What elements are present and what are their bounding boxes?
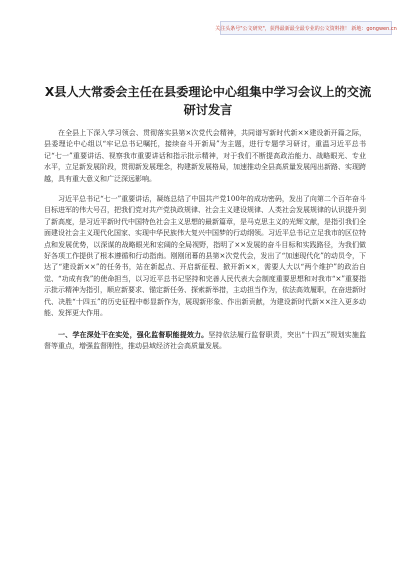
header-banner[interactable] (215, 21, 397, 35)
banner-text: 关注头条号"公文研究"，获得最新最全最专业的公文资料推！ 新地：gongwen.cn (215, 25, 397, 32)
document-body (44, 128, 366, 361)
paragraph-text: 在全县上下深入学习领会、贯彻落实县第×次党代会精神，共同谱写新时代新××建设新开篇之际，县委理论中心组以“牢记总书记嘱托，接续奋斗开新局”为主题，进行专题学习研讨，重温习近平总书记“七一”重要讲话、视察我市重要讲话和指示批示精神，对于我们不断提高政治能力、战略眼光、专业水平，立足新发展阶段，贯彻新发展理念，构建新发展格局，加速推动全县高质量发展闯出新路、实现跨越，具有重大意义和广泛深远影响。 (44, 129, 366, 183)
document-title: X县人大常委会主任在县委理论中心组集中学习会议上的交流研讨发言 (44, 85, 372, 117)
section-heading: 一、学在深处干在实处，强化监督职能提效力。 (58, 329, 209, 339)
paragraph-section-one (44, 329, 366, 353)
paragraph-text: 习近平总书记“七一”重要讲话，凝练总结了中国共产党100年的成功密码，发出了向第二个百年奋斗目标进军的伟大号召，把我们党对共产党执政规律、社会主义建设规律、人类社会发展规律的认识提升到了新高度，是习近平新时代中国特色社会主义思想的最新篇章，是马克思主义的光辉文献，是指引我们全面建设社会主义现代化国家、实现中华民族伟大复兴中国梦的行动纲领。习近平总书记立足我市的区位特点和发展优势，以深谋的战略眼光和宏阔的全局视野，指明了××发展的奋斗目标和实践路径，为我们做好各项工作提供了根本遵循和行动指南。刚刚闭幕的县第×次党代会，发出了“加速现代化”的动员令，下达了“建设新××”的任务书，站在新起点、开启新征程、掀开新××，需要人大以“两个维护”的政治自觉、“功成有我”的使命担当，以习近平总书记坚持和完善人民代表大会制度重要思想和对我市“×”重要指示批示精神为指引，顺应新要求、锚定新任务、探索新举措，主动担当作为，依法高效履职，在奋进新时代、决胜“十四五”的历史征程中彰显新作为，展现新形象、作出新贡献，为建设新时代新××注入更多动能、发挥更大作用。 (44, 195, 366, 318)
paragraph-intro (44, 128, 366, 185)
paragraph-speech (44, 194, 366, 319)
paragraph-text: 坚持依法履行监督职责，突出“十四五”规划实施监督等重点，增强监督刚性，推动县域经济社会高质量发展。 (44, 330, 366, 350)
